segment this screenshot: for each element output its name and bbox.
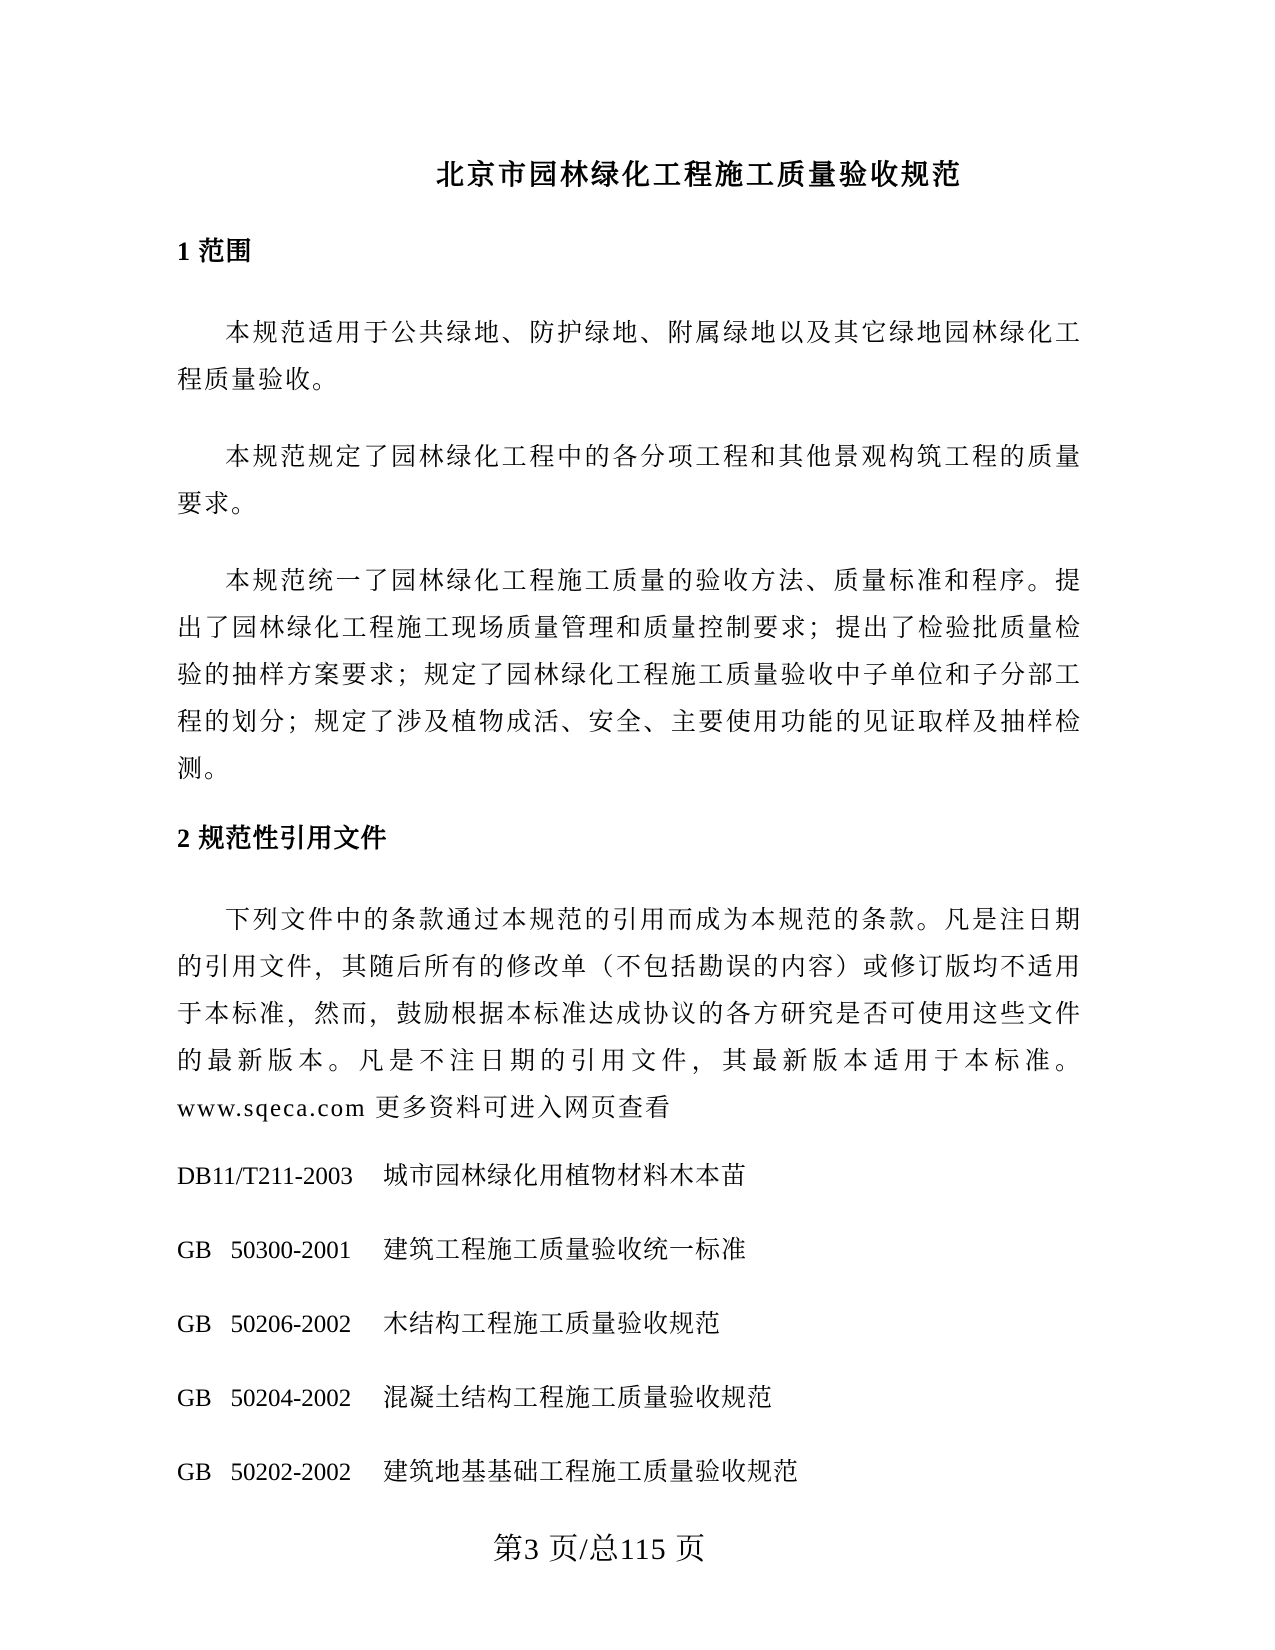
reference-item — [177, 1384, 1082, 1414]
section-heading-normative-references: 2 规范性引用文件 — [177, 824, 388, 853]
section-normative-references — [177, 823, 1082, 1488]
reference-code: DB11/T211-2003 — [177, 1163, 353, 1190]
reference-item — [177, 1458, 1082, 1488]
section-scope — [177, 236, 1082, 793]
section-heading-scope: 1 范围 — [177, 237, 253, 266]
reference-item — [177, 1310, 1082, 1340]
reference-code: GB 50202-2002 — [177, 1459, 352, 1486]
reference-title: 混凝土结构工程施工质量验收规范 — [383, 1385, 774, 1412]
reference-title: 建筑地基基础工程施工质量验收规范 — [383, 1459, 800, 1486]
reference-title: 木结构工程施工质量验收规范 — [383, 1311, 722, 1338]
reference-code: GB 50204-2002 — [177, 1385, 352, 1412]
reference-code: GB 50206-2002 — [177, 1311, 352, 1338]
paragraph-scope-unification: 本规范统一了园林绿化工程施工质量的验收方法、质量标准和程序。提出了园林绿化工程施工现场质量管理和质量控制要求；提出了检验批质量检验的抽样方案要求；规定了园林绿化工程施工质量验收中子单位和子分部工程的划分；规定了涉及植物成活、安全、主要使用功能的见证取样及抽样检测。 — [177, 568, 1082, 783]
paragraph-scope-requirements: 本规范规定了园林绿化工程中的各分项工程和其他景观构筑工程的质量要求。 — [177, 444, 1082, 518]
reference-item — [177, 1162, 1082, 1192]
reference-code: GB 50300-2001 — [177, 1237, 352, 1264]
reference-title: 城市园林绿化用植物材料木本苗 — [383, 1163, 748, 1190]
reference-list — [177, 1162, 1082, 1488]
document-title: 北京市园林绿化工程施工质量验收规范 — [435, 160, 963, 191]
paragraph-scope-applicability: 本规范适用于公共绿地、防护绿地、附属绿地以及其它绿地园林绿化工程质量验收。 — [177, 320, 1082, 394]
reference-item — [177, 1236, 1082, 1266]
reference-title: 建筑工程施工质量验收统一标准 — [383, 1237, 748, 1264]
page-number: 第3 页/总115 页 — [492, 1533, 707, 1566]
paragraph-references-intro: 下列文件中的条款通过本规范的引用而成为本规范的条款。凡是注日期的引用文件，其随后所有的修改单（不包括勘误的内容）或修订版均不适用于本标准，然而，鼓励根据本标准达成协议的各方研究是否可使用这些文件的最新版本。凡是不注日期的引用文件，其最新版本适用于本标准。www.sqeca.com 更多资料可进入网页查看 — [177, 907, 1082, 1122]
